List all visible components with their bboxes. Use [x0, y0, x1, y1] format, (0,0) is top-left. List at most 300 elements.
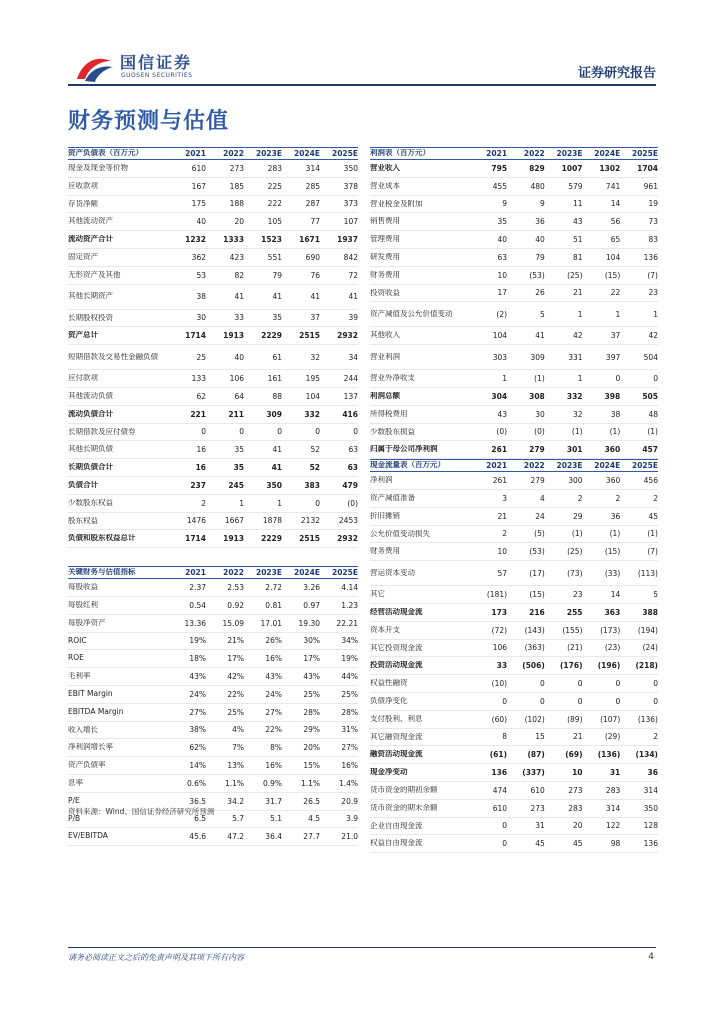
row-label: 经营活动现金流 [370, 608, 423, 617]
row-value: 1937 [337, 235, 358, 245]
row-value: 2.53 [227, 583, 244, 593]
row-value: 279 [530, 476, 545, 486]
row-label: P/E [68, 796, 80, 805]
row-value: 16% [265, 654, 282, 664]
table-row [370, 764, 658, 782]
row-value: 40 [497, 235, 508, 245]
row-value: 2 [615, 493, 621, 503]
row-value: 27% [265, 707, 282, 717]
year-header: 2024E [294, 149, 320, 158]
row-value: 56 [610, 217, 621, 227]
row-label: 其他长期负债 [68, 445, 113, 454]
table-row [370, 231, 658, 249]
row-value: 15 [535, 732, 545, 742]
table-row [68, 459, 358, 477]
table-row [68, 775, 358, 793]
row-value: 4 [540, 493, 545, 503]
row-value: 31% [341, 725, 358, 735]
row-value: 27% [341, 743, 358, 753]
row-value: 362 [191, 252, 206, 262]
row-label: ROIC [68, 636, 87, 645]
row-value: 18% [189, 654, 206, 664]
row-value: 77 [310, 217, 320, 227]
row-value: 24% [265, 689, 282, 699]
row-value: 2 [653, 732, 658, 742]
row-value: 27% [189, 707, 206, 717]
row-value: 195 [305, 374, 320, 384]
row-value: 1714 [185, 534, 206, 544]
row-value: 14 [610, 590, 621, 600]
row-value: 300 [568, 476, 583, 486]
row-label: 毛利率 [68, 672, 91, 681]
row-value: 2 [502, 529, 508, 539]
table-row [370, 729, 658, 747]
row-value: (69) [565, 750, 583, 760]
table-row [370, 370, 658, 388]
table-row [68, 370, 358, 388]
table-row [370, 508, 658, 526]
row-value: 21 [572, 732, 583, 742]
row-value: 283 [605, 785, 621, 795]
year-header: 2025E [631, 149, 658, 158]
row-value: (181) [486, 590, 508, 600]
row-value: (25) [567, 547, 583, 557]
row-label: 现金及现金等价物 [68, 164, 128, 173]
row-value: 16% [341, 761, 358, 770]
table-row [68, 213, 358, 231]
row-value: (25) [567, 270, 583, 280]
row-value: 388 [642, 607, 658, 617]
row-value: 314 [305, 163, 320, 173]
row-value: 0.81 [265, 600, 282, 610]
source-note: 资料来源：Wind、国信证券经济研究所预测 [68, 807, 215, 816]
row-value: 283 [267, 163, 282, 173]
table-row [68, 668, 358, 686]
table-row [68, 722, 358, 740]
row-value: 273 [530, 803, 545, 813]
row-label: 营业税金及附加 [370, 199, 423, 208]
row-value: (87) [527, 750, 545, 760]
row-value: 31 [535, 821, 545, 831]
row-label: 其他流动负债 [68, 392, 113, 401]
row-value: 2132 [300, 516, 320, 526]
page-number: 4 [648, 952, 654, 962]
row-value: 30 [196, 313, 206, 323]
row-value: 457 [642, 445, 658, 455]
row-value: (155) [562, 625, 583, 635]
table-header [68, 147, 358, 160]
row-value: 551 [267, 252, 282, 262]
row-value: 0 [502, 696, 508, 706]
row-value: 1913 [223, 331, 244, 341]
row-value: 167 [191, 181, 206, 191]
row-value: 303 [492, 352, 508, 362]
row-value: (60) [491, 714, 508, 724]
row-value: 21 [497, 511, 508, 521]
row-value: 331 [568, 352, 583, 362]
row-value: 1232 [185, 235, 206, 245]
table-row [68, 513, 358, 531]
row-value: 261 [491, 445, 508, 455]
row-value: (15) [604, 270, 621, 280]
row-value: 360 [605, 476, 621, 486]
row-value: 22.21 [336, 618, 358, 628]
table-row [370, 406, 658, 424]
row-value: 0 [540, 679, 545, 689]
row-value: (10) [491, 679, 508, 689]
row-value: (23) [604, 643, 621, 653]
row-label: 负债净变化 [370, 697, 408, 705]
row-value: 128 [643, 821, 658, 831]
row-value: 185 [229, 181, 244, 191]
row-value: 41 [310, 292, 320, 302]
table-row [370, 543, 658, 561]
row-value: 1 [277, 498, 282, 508]
row-value: 41 [234, 292, 244, 302]
row-value: 2932 [337, 331, 358, 341]
row-value: 63 [348, 445, 358, 455]
table-row [370, 640, 658, 658]
row-value: 456 [643, 476, 658, 486]
row-value: 0 [577, 696, 583, 706]
row-value: 0 [615, 679, 621, 689]
row-value: 17% [227, 654, 244, 664]
table-header [370, 147, 658, 160]
row-value: 30 [535, 409, 545, 419]
row-value: 15.09 [222, 618, 244, 628]
row-value: 273 [568, 785, 583, 795]
row-value: 27.7 [303, 832, 320, 842]
row-label: 净利润增长率 [68, 743, 113, 752]
row-value: 83 [648, 235, 658, 245]
row-value: 34 [348, 352, 358, 362]
row-value: 33 [234, 313, 244, 323]
row-value: (1) [647, 529, 658, 539]
row-value: 25% [227, 707, 244, 717]
row-value: 245 [228, 480, 244, 490]
row-label: 每股净资产 [68, 618, 106, 627]
row-value: 106 [492, 643, 508, 653]
row-value: (1) [647, 427, 658, 437]
table-row [68, 196, 358, 214]
row-label: ROE [68, 654, 84, 663]
row-value: 23 [648, 288, 658, 298]
row-value: 65 [610, 235, 621, 245]
row-value: 81 [572, 252, 583, 262]
row-label: 折旧摊销 [370, 511, 400, 520]
row-value: 0.54 [189, 600, 206, 610]
row-value: 21.0 [341, 832, 358, 842]
year-header: 2024E [294, 568, 320, 578]
row-label: 应收款项 [68, 181, 98, 190]
row-value: 2.37 [189, 583, 206, 593]
row-value: 5 [540, 309, 545, 319]
row-value: 8% [270, 743, 282, 753]
table-header [68, 566, 358, 579]
year-header: 2023E [256, 568, 282, 578]
row-value: 0 [502, 839, 508, 849]
row-label: 管理费用 [370, 235, 400, 244]
row-value: 64 [234, 391, 244, 401]
row-value: 2.72 [265, 583, 282, 593]
row-value: 0 [502, 821, 508, 831]
row-value: 1667 [224, 516, 244, 526]
row-value: (1) [609, 529, 621, 539]
row-value: 283 [568, 803, 583, 813]
row-label: 短期借款及交易性金融负债 [68, 352, 158, 361]
row-value: 222 [267, 199, 282, 209]
row-value: (102) [524, 714, 545, 724]
row-label: 负债合计 [68, 481, 98, 490]
row-value: 16% [265, 761, 282, 770]
row-value: 40 [535, 235, 545, 245]
row-value: (134) [635, 750, 658, 760]
row-label: 投资收益 [370, 288, 400, 297]
row-value: 45 [535, 839, 545, 849]
row-label: 营业收入 [370, 164, 400, 173]
row-value: 41 [272, 292, 282, 302]
row-value: 136 [643, 839, 658, 849]
row-value: 33 [496, 661, 508, 671]
row-label: 资产总计 [68, 331, 98, 340]
row-value: 35 [234, 445, 244, 455]
table-row [370, 285, 658, 303]
row-value: (1) [571, 427, 583, 437]
row-value: 35 [272, 313, 282, 323]
row-value: 37 [610, 331, 621, 341]
table-row [370, 160, 658, 178]
row-value: 0 [615, 696, 621, 706]
row-value: 8 [502, 732, 508, 742]
row-value: 2 [577, 493, 583, 503]
row-value: 9 [540, 199, 545, 209]
row-value: 42% [227, 672, 244, 682]
row-value: 31.7 [265, 796, 282, 806]
row-value: 36 [535, 217, 545, 227]
row-value: 173 [491, 607, 508, 617]
table-row [68, 310, 358, 328]
row-value: 504 [643, 352, 658, 362]
row-value: (143) [524, 625, 545, 635]
row-value: 1913 [223, 534, 244, 544]
year-header: 2023E [256, 149, 282, 158]
row-value: 15% [303, 761, 320, 770]
row-value: (176) [560, 661, 583, 671]
row-value: 44% [341, 672, 358, 682]
row-value: 1476 [186, 516, 206, 526]
row-value: 373 [343, 199, 358, 209]
row-value: 29% [303, 725, 320, 735]
row-label: 股东权益 [68, 516, 98, 525]
row-value: 1 [239, 498, 244, 508]
row-value: 26.5 [303, 796, 320, 806]
row-value: 2229 [261, 331, 282, 341]
row-value: 842 [343, 252, 358, 262]
row-value: 225 [267, 181, 282, 191]
table-row [68, 579, 358, 597]
row-value: 0 [315, 427, 320, 437]
row-value: (0) [534, 427, 545, 437]
row-value: (136) [597, 750, 621, 760]
row-label: 资产减值准备 [370, 494, 415, 503]
page-header [0, 0, 724, 90]
row-label: 存货净额 [68, 199, 98, 208]
table-row [370, 526, 658, 544]
row-label: 权益性融资 [370, 679, 408, 688]
row-value: 98 [610, 839, 621, 849]
table-row [68, 615, 358, 633]
row-value: 2 [201, 498, 206, 508]
row-value: 2 [653, 493, 658, 503]
row-label: 研发费用 [370, 253, 400, 262]
table-row [370, 675, 658, 693]
row-value: 22% [265, 725, 282, 735]
row-value: 106 [229, 374, 244, 384]
row-value: 1 [577, 374, 583, 384]
row-value: 38 [610, 409, 621, 419]
row-value: 5.7 [232, 814, 244, 824]
row-value: 62% [189, 743, 206, 753]
row-value: 24% [189, 689, 206, 699]
row-value: 350 [343, 163, 358, 173]
row-value: 41 [348, 292, 358, 302]
row-value: 1333 [223, 235, 244, 245]
row-value: 31 [609, 768, 621, 777]
row-value: 350 [643, 803, 658, 813]
row-value: 4.14 [341, 583, 358, 593]
row-label: 货币资金的期末余额 [370, 803, 438, 812]
row-value: 0.6% [186, 778, 206, 788]
row-value: 53 [196, 270, 206, 280]
row-value: 244 [343, 374, 358, 384]
row-value: 14% [189, 761, 206, 770]
row-value: (506) [522, 661, 545, 671]
table-row [68, 530, 358, 548]
row-value: 0 [201, 427, 206, 437]
row-value: 104 [492, 331, 508, 341]
row-value: (0) [347, 498, 358, 508]
row-value: 0 [615, 374, 621, 384]
row-label: 投资活动现金流 [370, 661, 423, 670]
row-value: 24 [535, 511, 545, 521]
row-value: 1878 [262, 516, 282, 526]
row-value: 4.5 [308, 814, 320, 824]
row-value: 43% [189, 672, 206, 682]
row-value: 0 [315, 498, 320, 508]
row-value: 383 [304, 480, 320, 490]
row-label: 资本开支 [370, 625, 400, 634]
row-value: 28% [341, 707, 358, 717]
row-value: 309 [266, 409, 282, 419]
page-title: 财务预测与估值 [68, 109, 230, 134]
table-row [370, 782, 658, 800]
row-label: 每股收益 [68, 583, 98, 592]
row-value: 104 [305, 391, 320, 401]
row-value: (17) [529, 568, 545, 578]
row-value: 133 [191, 374, 206, 384]
row-value: 22 [610, 288, 621, 298]
row-value: 32 [310, 352, 320, 362]
row-value: 20.9 [341, 796, 358, 806]
table-row [68, 477, 358, 495]
table-row [68, 704, 358, 722]
row-value: 13.36 [184, 618, 206, 628]
row-value: (7) [647, 270, 658, 280]
row-value: (196) [597, 661, 621, 671]
table-row [68, 388, 358, 406]
row-value: 363 [604, 607, 621, 617]
row-label: 营运资本变动 [370, 568, 415, 577]
row-value: 1.4% [338, 778, 358, 788]
row-value: 25 [196, 352, 206, 362]
row-value: 0.9% [262, 778, 282, 788]
row-value: 20% [303, 743, 320, 753]
row-value: 107 [343, 217, 358, 227]
row-value: 41 [535, 331, 545, 341]
row-value: 10 [497, 270, 508, 280]
row-value: (29) [604, 732, 621, 742]
row-value: 40 [234, 352, 244, 362]
report-type-label: 证券研究报告 [577, 66, 656, 81]
row-value: (1) [609, 427, 621, 437]
table-row [370, 835, 658, 853]
row-value: 0 [277, 427, 282, 437]
row-value: 829 [529, 163, 545, 173]
row-label: 权益自由现金流 [370, 839, 423, 848]
row-value: 63 [347, 463, 358, 473]
row-value: 3.26 [303, 583, 320, 593]
row-value: 1 [615, 309, 621, 319]
row-label: 所得税费用 [370, 409, 408, 418]
row-value: 41 [271, 463, 282, 473]
table-spacer [68, 548, 358, 566]
row-value: 38% [189, 725, 206, 735]
row-value: 161 [267, 374, 282, 384]
row-label: 息率 [68, 778, 83, 787]
row-value: 16 [195, 463, 206, 473]
row-label: 财务费用 [370, 547, 400, 556]
row-label: 现金净变动 [370, 768, 408, 777]
row-value: (73) [567, 568, 583, 578]
row-value: (194) [637, 625, 658, 635]
row-value: 610 [492, 803, 508, 813]
row-value: 61 [272, 352, 282, 362]
table-row [370, 424, 658, 442]
row-value: 1523 [261, 235, 282, 245]
row-value: 188 [229, 199, 244, 209]
income-statement-table [370, 147, 658, 459]
row-value: 122 [605, 821, 621, 831]
row-value: 3 [502, 493, 508, 503]
row-label: 净利润 [370, 476, 393, 485]
row-label: 支付股利、利息 [370, 714, 423, 723]
row-value: 19% [189, 636, 206, 646]
row-value: (61) [489, 750, 508, 760]
row-label: 货币资金的期初余额 [370, 785, 438, 794]
row-value: 17 [497, 288, 508, 298]
row-value: 25% [303, 689, 320, 699]
row-value: 216 [529, 607, 545, 617]
row-value: 0.97 [303, 600, 320, 610]
row-value: (53) [529, 270, 545, 280]
table-row [68, 178, 358, 196]
row-value: (363) [524, 643, 545, 653]
row-value: 0 [540, 696, 545, 706]
row-value: 1.1% [300, 778, 320, 788]
row-value: 36.4 [265, 832, 282, 842]
row-value: 34% [341, 636, 358, 646]
row-value: 416 [342, 409, 358, 419]
